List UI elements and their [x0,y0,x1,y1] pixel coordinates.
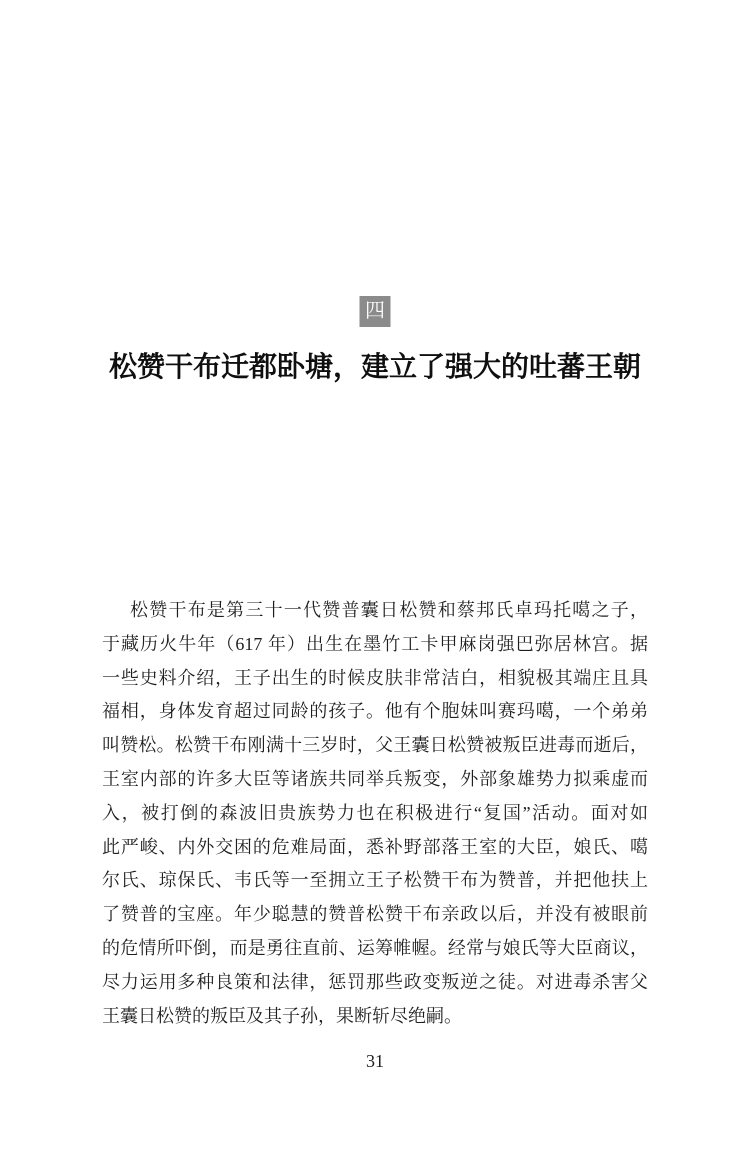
paragraph-line: 的危情所吓倒，而是勇往直前、运筹帷幄。经常与娘氏等大臣商议， [102,937,648,958]
paragraph-line: 尽力运用多种良策和法律，惩罚那些政变叛逆之徒。对进毒杀害父 [102,971,648,992]
paragraph-line: 一些史料介绍，王子出生的时候皮肤非常洁白，相貌极其端庄且具 [102,667,648,688]
chapter-number-box [360,296,391,327]
paragraph [102,594,648,1033]
paragraph-line: 王囊日松赞的叛臣及其子孙，果断斩尽绝嗣。 [102,1005,462,1026]
page-number: 31 [366,1051,384,1071]
chapter-number: 四 [365,300,385,322]
paragraph-line: 叫赞松。松赞干布刚满十三岁时，父王囊日松赞被叛臣进毒而逝后， [102,735,648,756]
paragraph-line: 此严峻、内外交困的危难局面，悉补野部落王室的大臣，娘氏、噶 [102,836,648,857]
chapter-title: 松赞干布迁都卧塘，建立了强大的吐蕃王朝 [108,352,641,383]
paragraph-line: 了赞普的宝座。年少聪慧的赞普松赞干布亲政以后，并没有被眼前 [102,904,648,925]
paragraph-line: 于藏历火牛年（617 年）出生在墨竹工卡甲麻岗强巴弥居林宫。据 [102,633,648,654]
paragraph-line: 尔氏、琼保氏、韦氏等一至拥立王子松赞干布为赞普，并把他扶上 [102,870,648,891]
paragraph-line: 入，被打倒的森波旧贵族势力也在积极进行“复国”活动。面对如 [102,802,648,823]
paragraph-line: 福相，身体发育超过同龄的孩子。他有个胞妹叫赛玛噶，一个弟弟 [102,701,648,722]
paragraph-line: 松赞干布是第三十一代赞普囊日松赞和蔡邦氏卓玛托噶之子， [130,600,648,620]
paragraph-line: 王室内部的许多大臣等诸族共同举兵叛变，外部象雄势力拟乘虚而 [102,768,648,789]
